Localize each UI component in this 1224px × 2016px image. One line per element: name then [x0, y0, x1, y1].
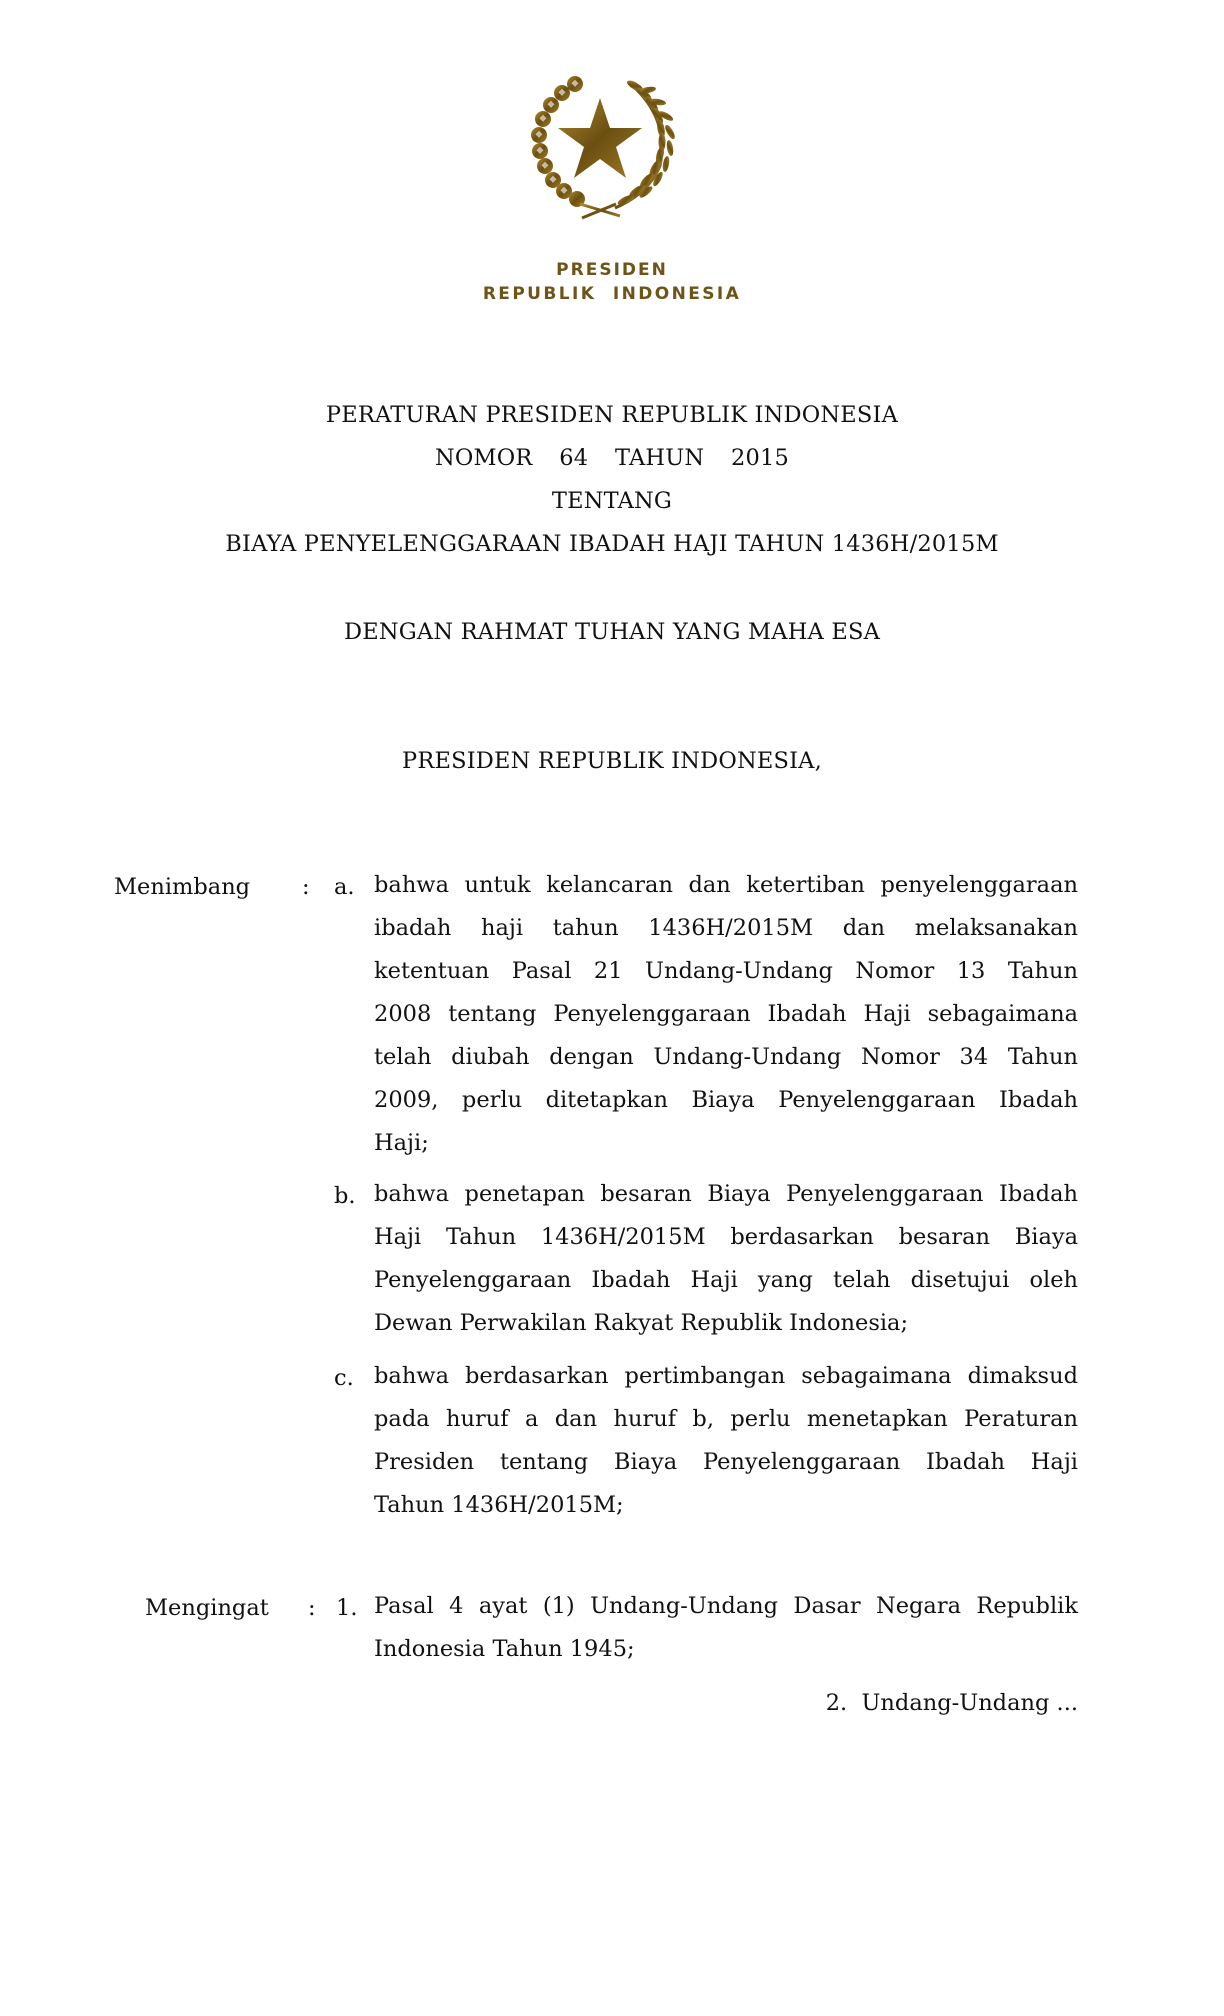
invocation-line: DENGAN RAHMAT TUHAN YANG MAHA ESA [343, 619, 881, 645]
text-line: Indonesia Tahun 1945; [374, 1636, 635, 1662]
section-label-menimbang: Menimbang [114, 874, 251, 900]
text-line: 2008 tentang Penyelenggaraan Ibadah Haji sebagaimana [374, 1001, 1078, 1027]
text-line: ketentuan Pasal 21 Undang-Undang Nomor 13 Tahun [374, 958, 1078, 984]
institution-label-presiden: PRESIDEN [556, 260, 668, 280]
mengingat-item-1 [374, 1585, 1078, 1671]
item-marker-b: b. [334, 1183, 356, 1209]
text-line: Haji; [374, 1130, 429, 1156]
item-marker-a: a. [334, 874, 355, 900]
section-colon: : [302, 874, 310, 900]
regulation-number: NOMOR 64 TAHUN 2015 [434, 445, 790, 471]
menimbang-item-a [374, 864, 1078, 1165]
page-continuation-catchword: 2. Undang-Undang ... [825, 1690, 1078, 1716]
item-marker-1: 1. [336, 1595, 358, 1621]
text-line: Haji Tahun 1436H/2015M berdasarkan besaran Biaya [374, 1224, 1078, 1250]
text-line: pada huruf a dan huruf b, perlu menetapkan Peraturan [374, 1406, 1078, 1432]
text-line: Penyelenggaraan Ibadah Haji yang telah disetujui oleh [374, 1267, 1078, 1293]
regulation-subject: BIAYA PENYELENGGARAAN IBADAH HAJI TAHUN 1436H/2015M [225, 531, 999, 557]
text-line: 2009, perlu ditetapkan Biaya Penyelenggaraan Ibadah [374, 1087, 1078, 1113]
text-line: Pasal 4 ayat (1) Undang-Undang Dasar Negara Republik [374, 1593, 1078, 1619]
text-line: bahwa untuk kelancaran dan ketertiban penyelenggaraan [374, 872, 1078, 898]
presidential-emblem-icon [520, 66, 680, 226]
text-line: Tahun 1436H/2015M; [374, 1492, 624, 1518]
menimbang-item-c [374, 1355, 1078, 1527]
text-line: Dewan Perwakilan Rakyat Republik Indonesia; [374, 1310, 909, 1336]
item-marker-c: c. [334, 1365, 354, 1391]
issuer-line: PRESIDEN REPUBLIK INDONESIA, [402, 748, 822, 774]
menimbang-item-b [374, 1173, 1078, 1345]
text-line: ibadah haji tahun 1436H/2015M dan melaksanakan [374, 915, 1078, 941]
section-colon: : [308, 1595, 316, 1621]
text-line: telah diubah dengan Undang-Undang Nomor 34 Tahun [374, 1044, 1078, 1070]
text-line: bahwa penetapan besaran Biaya Penyelenggaraan Ibadah [374, 1181, 1078, 1207]
regulation-type-heading: PERATURAN PRESIDEN REPUBLIK INDONESIA [325, 402, 899, 428]
regulation-about-label: TENTANG [551, 488, 673, 514]
text-line: Presiden tentang Biaya Penyelenggaraan Ibadah Haji [374, 1449, 1078, 1475]
section-label-mengingat: Mengingat [145, 1595, 269, 1621]
text-line: bahwa berdasarkan pertimbangan sebagaimana dimaksud [374, 1363, 1078, 1389]
institution-label-republik-indonesia: REPUBLIK INDONESIA [482, 284, 742, 304]
